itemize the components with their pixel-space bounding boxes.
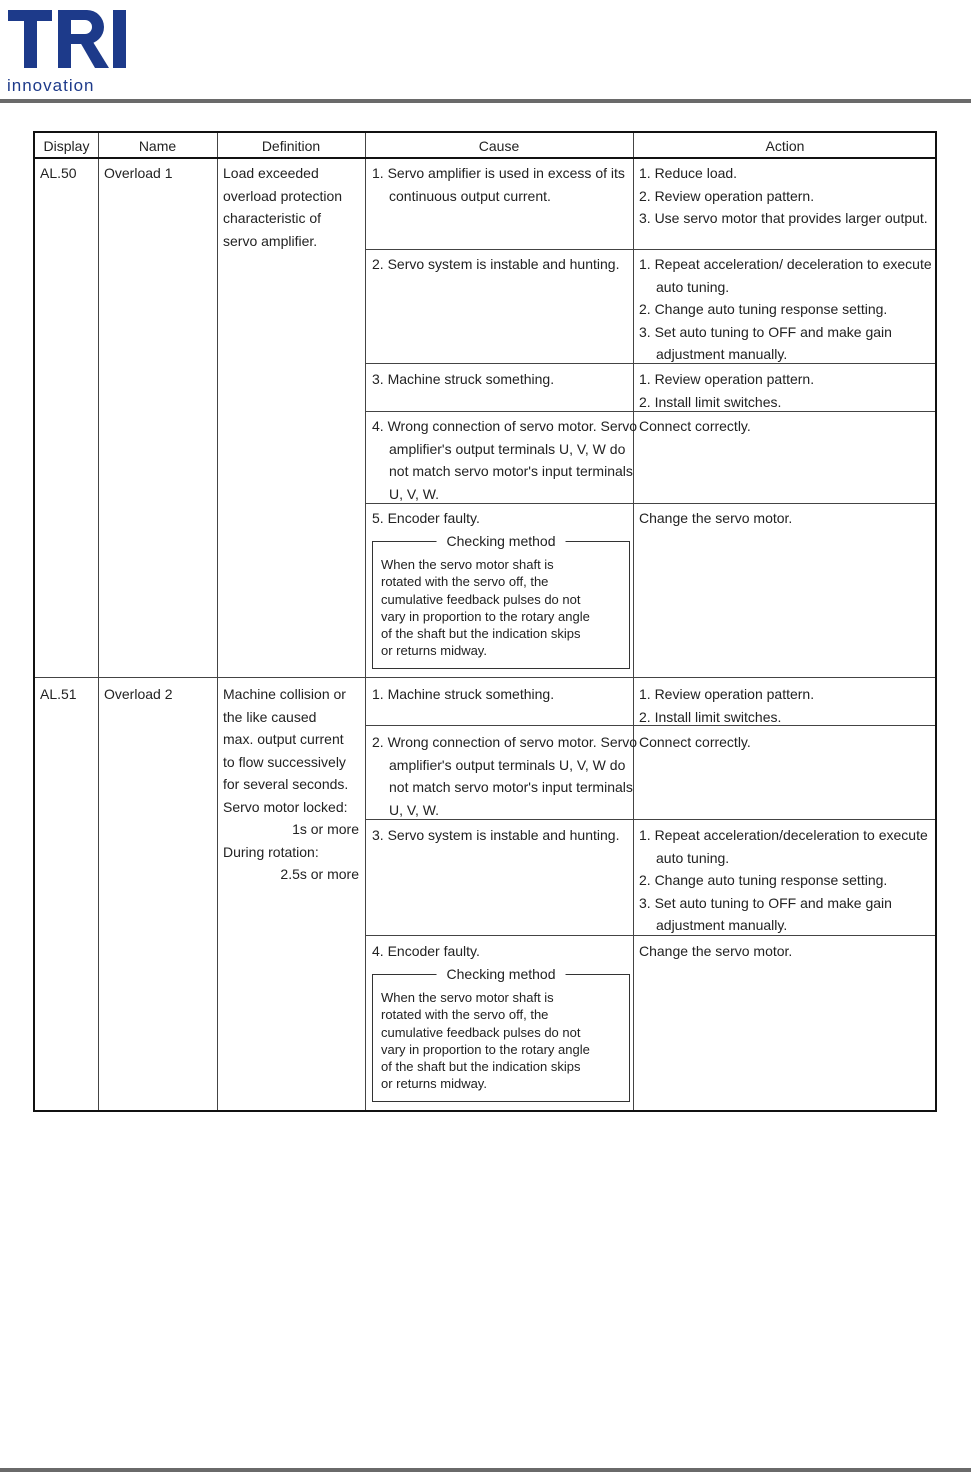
col-header-definition: Definition: [261, 138, 321, 154]
definition-line: Servo motor locked:: [223, 798, 348, 815]
alarm-display-code: AL.51: [40, 686, 77, 702]
cause-text: 5. Encoder faulty.: [372, 510, 480, 526]
checking-method-box: [372, 966, 630, 1102]
action-list: [639, 731, 933, 754]
action-list: [639, 824, 933, 937]
definition-line: the like caused: [223, 708, 317, 725]
action-item: 2. Change auto tuning response setting.: [639, 872, 888, 888]
cause-text: 1. Servo amplifier is used in excess of its continuous output current.: [372, 165, 625, 204]
cause-text: 1. Machine struck something.: [372, 686, 555, 702]
cause-text: 3. Servo system is instable and hunting.: [372, 827, 620, 843]
action-item: Connect correctly.: [639, 734, 751, 750]
action-item: Change the servo motor.: [639, 510, 793, 526]
col-divider: [217, 133, 218, 1110]
definition-line: to flow successively: [223, 753, 346, 770]
alarm-definition: [223, 683, 359, 886]
header-divider-line: [35, 157, 935, 159]
row-divider: [35, 677, 935, 678]
action-item: 1. Review operation pattern.: [639, 371, 815, 387]
logo-mark-icon: [6, 4, 136, 76]
action-list: [639, 162, 933, 230]
checking-method-title: Checking method: [437, 964, 566, 984]
action-item: 1. Repeat acceleration/ deceleration to execute auto tuning.: [639, 256, 932, 295]
action-list: [639, 415, 933, 438]
alarm-name: Overload 1: [104, 165, 173, 181]
action-item: 2. Install limit switches.: [639, 708, 782, 725]
action-item: 2. Install limit switches.: [639, 393, 782, 410]
company-logo: [6, 4, 136, 94]
action-item: Change the servo motor.: [639, 943, 793, 959]
action-item: Connect correctly.: [639, 418, 751, 434]
logo-subtitle: innovation: [7, 76, 95, 95]
cause-text: 4. Wrong connection of servo motor. Servo amplifier's output terminals U, V, W do not match servo motor's input terminals U, V, W.: [372, 418, 638, 502]
action-item: 2. Review operation pattern.: [639, 187, 815, 204]
action-item: 1. Repeat acceleration/deceleration to execute auto tuning.: [639, 827, 928, 866]
col-header-cause: Cause: [478, 138, 520, 154]
definition-line: During rotation:: [223, 843, 319, 860]
checking-method-box: [372, 533, 630, 669]
col-divider: [98, 133, 99, 1110]
cause-text: 2. Wrong connection of servo motor. Servo amplifier's output terminals U, V, W do not match servo motor's input terminals U, V, W.: [372, 734, 638, 818]
alarm-display-code: AL.50: [40, 165, 77, 181]
action-item: 3. Use servo motor that provides larger output.: [639, 210, 928, 226]
definition-line: 1s or more: [292, 821, 359, 837]
action-item: 3. Set auto tuning to OFF and make gain adjustment manually.: [639, 894, 892, 933]
col-divider: [365, 133, 366, 1110]
cause-text: 2. Servo system is instable and hunting.: [372, 256, 620, 272]
action-list: [639, 253, 933, 366]
definition-line: Machine collision or: [223, 686, 346, 702]
action-list: [639, 368, 933, 413]
action-item: 2. Change auto tuning response setting.: [639, 301, 888, 317]
col-header-display: Display: [43, 138, 90, 154]
alarm-definition: Load exceeded overload protection characteristic of servo amplifier.: [223, 165, 343, 249]
checking-method-text: When the servo motor shaft is rotated with the servo off, the cumulative feedback pulses do not vary in proportion to the rotary angle of the shaft but the indication skips or returns midway.: [381, 557, 590, 659]
footer-divider: [0, 1468, 971, 1472]
action-list: [639, 507, 933, 530]
definition-line: for several seconds.: [223, 776, 349, 792]
definition-line: 2.5s or more: [280, 866, 359, 882]
action-item: 1. Reduce load.: [639, 165, 738, 181]
cause-text: 3. Machine struck something.: [372, 371, 555, 387]
action-item: 1. Review operation pattern.: [639, 686, 815, 702]
checking-method-text: When the servo motor shaft is rotated with the servo off, the cumulative feedback pulses do not vary in proportion to the rotary angle of the shaft but the indication skips or returns midway.: [381, 990, 590, 1092]
cause-text: 4. Encoder faulty.: [372, 943, 480, 959]
alarm-name: Overload 2: [104, 686, 173, 702]
col-divider: [633, 133, 634, 1110]
subrow-divider: [365, 249, 935, 250]
alarm-table: [33, 131, 937, 1112]
definition-line: max. output current: [223, 731, 344, 747]
checking-method-title: Checking method: [437, 531, 566, 551]
action-item: 3. Set auto tuning to OFF and make gain adjustment manually.: [639, 323, 892, 362]
col-header-name: Name: [138, 138, 177, 154]
action-list: [639, 683, 933, 728]
header-divider: [0, 99, 971, 103]
col-header-action: Action: [765, 138, 805, 154]
action-list: [639, 940, 933, 963]
